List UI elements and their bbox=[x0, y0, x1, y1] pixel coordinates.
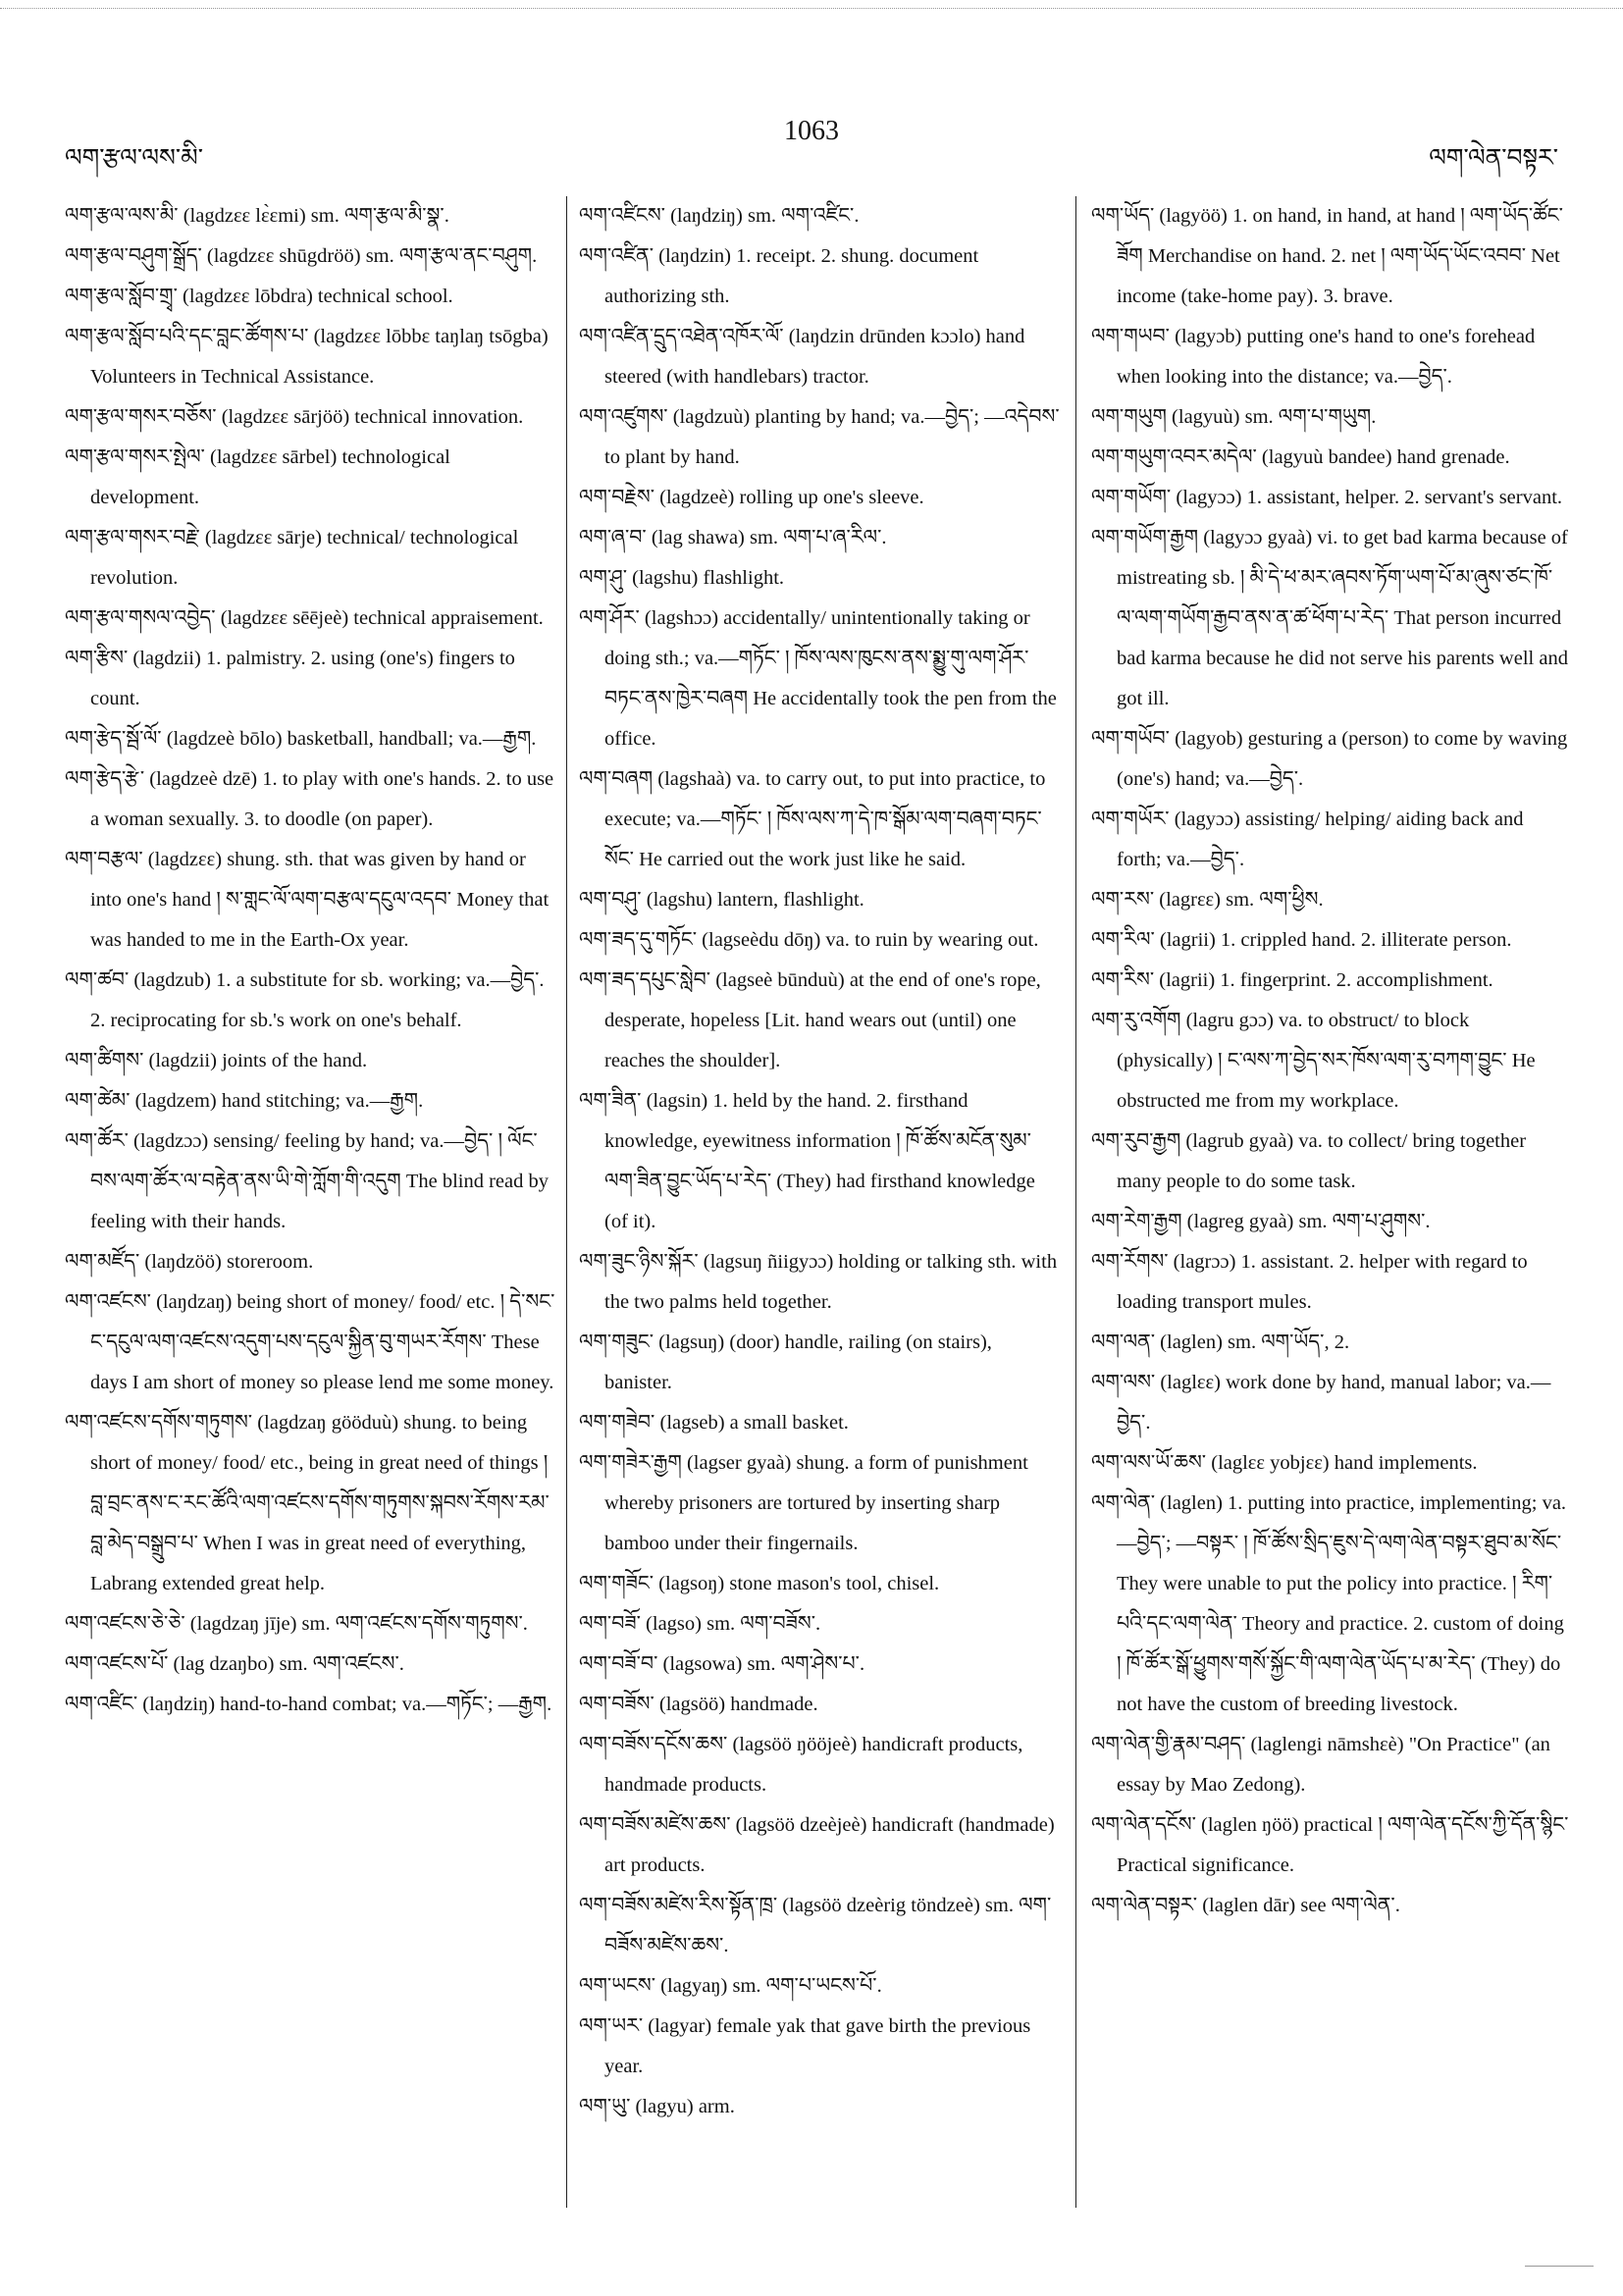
dictionary-entry: ལག་གཡོབ་ (lagyob) gesturing a (person) to come by waving (one's) hand; va.—བྱེད་. bbox=[1091, 728, 1568, 790]
page-header bbox=[0, 110, 1623, 172]
dictionary-entry: ལག་རྩལ་སློབ་གྲྭ་ (lagdzɛɛ lōbdra) technical school. bbox=[65, 286, 453, 307]
dictionary-entry: ལག་གཟོང་ (lagsoŋ) stone mason's tool, chisel. bbox=[579, 1573, 940, 1594]
dictionary-entry: ལག་རས་ (lagrɛɛ) sm. ལག་ཕྱིས. bbox=[1091, 889, 1324, 911]
dictionary-entry: ལག་འཛངས་ཅེ་ཅེ་ (lagdzaŋ jīje) sm. ལག་འཛངས་དགོས་གཏུགས་. bbox=[65, 1613, 528, 1635]
dictionary-entry: ལག་བཞག (lagshaà) va. to carry out, to put into practice, to execute; va.—གཏོང་ ། ཁོས་ལས་ཀ་དེ་ཁ་སྒོམ་ལག་བཞག་བཏང་སོང་ He carried out the work just like he said. bbox=[579, 768, 1046, 870]
dictionary-entry: ལག་རྩེད་སྦོ་ལོ་ (lagdzeè bōlo) basketball, handball; va.—རྒྱག. bbox=[65, 728, 537, 750]
dictionary-entry: ལག་རྩལ་བཤུག་སྒྲོད་ (lagdzɛɛ shūgdröö) sm. ལག་རྩལ་ནང་བཤུག. bbox=[65, 245, 538, 267]
dictionary-entry: ལག་རོགས་ (lagrɔɔ) 1. assistant. 2. helper with regard to loading transport mules. bbox=[1091, 1251, 1528, 1313]
dictionary-entry: ལག་འཛངས་དགོས་གཏུགས་ (lagdzaŋ gööduù) shung. to being short of money/ food/ etc., being in great need of things ། བླ་བྲང་ནས་ང་རང་ཚོའི་ལག་འཛངས་དགོས་གཏུགས་སྐབས་རོགས་རམ་བླ་མེད་བསྒྲུབ་པ་ When I was in great need of everything, Labrang extended great help. bbox=[65, 1412, 550, 1594]
guide-word-left: ལག་རྩལ་ལས་མི་ bbox=[65, 145, 203, 172]
dictionary-entry: ལག་འཛངས་ (laŋdzaŋ) being short of money/ food/ etc. ། དེ་སང་ང་དངུལ་ལག་འཛངས་འདུག་པས་དངུལ་སྐྱིན་བུ་གཡར་རོགས་ These days I am short of money so please lend me some money. bbox=[65, 1291, 555, 1393]
dictionary-entry: ལག་གཟེར་རྒྱག (lagser gyaà) shung. a form of punishment whereby prisoners are tortured by inserting sharp bamboo under their fingernails. bbox=[579, 1452, 1028, 1554]
guide-word-right: ལག་ལེན་བསྟར་ bbox=[1429, 145, 1558, 172]
dictionary-entry: ལག་ཚོར་ (lagdzɔɔ) sensing/ feeling by hand; va.—བྱེད་ ། ལོང་བས་ལག་ཚོར་ལ་བརྟེན་ནས་ཡི་གེ་ཀློག་གི་འདུག The blind read by feeling with their hands. bbox=[65, 1130, 549, 1232]
dictionary-entry: ལག་གཡོག་རྒྱག (lagyɔɔ gyaà) vi. to get bad karma because of mistreating sb. ། མི་དེ་ཕ་མར་ཞབས་ཏོག་ཡག་པོ་མ་ཞུས་ཙང་ཁོ་ལ་ལག་གཡོག་རྒྱབ་ནས་ན་ཚ་ཕོག་པ་རེད་ That person incurred bad karma because he did not serve his parents well and got ill. bbox=[1091, 527, 1568, 709]
dictionary-entry: ལག་ལེན་བསྟར་ (laglen dār) see ལག་ལེན་. bbox=[1091, 1895, 1400, 1916]
dictionary-entry: ལག་ཚིགས་ (lagdzii) joints of the hand. bbox=[65, 1050, 368, 1071]
dictionary-entry: ལག་རྩེད་རྩེ་ (lagdzeè dzē) 1. to play with one's hands. 2. to use a woman sexually. 3. to doodle (on paper). bbox=[65, 768, 554, 830]
dictionary-entry: ལག་རུབ་རྒྱག (lagrub gyaà) va. to collect/ bring together many people to do some task. bbox=[1091, 1130, 1527, 1192]
dictionary-entry: ལག་ཡུ་ (lagyu) arm. bbox=[579, 2096, 735, 2117]
dictionary-entry: ལག་རྩལ་གསར་བཅོས་ (lagdzɛɛ sārjöö) technical innovation. bbox=[65, 406, 524, 428]
dictionary-entry: ལག་གཡུག་འབར་མདེལ་ (lagyuù bandee) hand grenade. bbox=[1091, 446, 1510, 468]
dictionary-entry: ལག་བཟོས་ (lagsöö) handmade. bbox=[579, 1694, 818, 1715]
dictionary-entry: ལག་ལེན་དངོས་ (laglen ŋöö) practical ། ལག་ལེན་དངོས་ཀྱི་དོན་སྙིང་ Practical significance. bbox=[1091, 1814, 1569, 1876]
dictionary-entry: ལག་ཞ་བ་ (lag shawa) sm. ལག་པ་ཞ་རིལ་. bbox=[579, 527, 887, 548]
dictionary-entry: ལག་བཟོ་བ་ (lagsowa) sm. ལག་ཤེས་པ་. bbox=[579, 1653, 865, 1675]
dictionary-column-1 bbox=[65, 196, 555, 1725]
dictionary-entry: ལག་ལན་ (laglen) sm. ལག་ཡོད་, 2. bbox=[1091, 1331, 1350, 1353]
dictionary-entry: ལག་མཛོད་ (laŋdzöö) storeroom. bbox=[65, 1251, 314, 1273]
dictionary-entry: ལག་བརྗེས་ (lagdzeè) rolling up one's sleeve. bbox=[579, 487, 924, 508]
dictionary-entry: ལག་ཤུ་ (lagshu) flashlight. bbox=[579, 567, 785, 589]
dictionary-entry: ལག་ཟིན་ (lagsin) 1. held by the hand. 2. firsthand knowledge, eyewitness information ། ཁོ་ཚོས་མངོན་སུམ་ལག་ཟིན་བྱུང་ཡོད་པ་རེད་ (They) had firsthand knowledge (of it). bbox=[579, 1090, 1035, 1232]
page-number: 1063 bbox=[784, 116, 839, 146]
dictionary-entry: ལག་འཛིན་དྲུད་འཐེན་འཁོར་ལོ་ (laŋdzin drūnden kɔɔlo) hand steered (with handlebars) tractor. bbox=[579, 326, 1025, 388]
dictionary-entry: ལག་ལས་ཡོ་ཆས་ (laglɛɛ yobjɛɛ) hand implements. bbox=[1091, 1452, 1478, 1474]
dictionary-entry: ལག་ཟུང་ཉིས་སྐོར་ (lagsuŋ ñiigyɔɔ) holding or talking sth. with the two palms held together. bbox=[579, 1251, 1058, 1313]
dictionary-entry: ལག་རྩལ་གསར་སྤེལ་ (lagdzɛɛ sārbel) technological development. bbox=[65, 446, 450, 508]
dictionary-entry: ལག་ལས་ (laglɛɛ) work done by hand, manual labor; va.—བྱེད་. bbox=[1091, 1372, 1551, 1434]
dictionary-entry: ལག་ཟད་དཔུང་སླེབ་ (lagseè būnduù) at the end of one's rope, desperate, hopeless [Lit. hand wears out (until) one reaches the shoulder]. bbox=[579, 969, 1041, 1071]
dictionary-entry: ལག་གཡུག (lagyuù) sm. ལག་པ་གཡུག. bbox=[1091, 406, 1377, 428]
dictionary-column-2 bbox=[579, 196, 1060, 2127]
column-divider bbox=[566, 196, 567, 2208]
dictionary-entry: ལག་རྩལ་སློབ་པའི་དང་བླང་ཚོགས་པ་ (lagdzɛɛ lōbbɛ taŋlaŋ tsōgba) Volunteers in Technical Assistance. bbox=[65, 326, 549, 388]
dictionary-entry: ལག་འཛིན་ (laŋdzin) 1. receipt. 2. shung. document authorizing sth. bbox=[579, 245, 979, 307]
dictionary-entry: ལག་རིལ་ (lagrii) 1. crippled hand. 2. illiterate person. bbox=[1091, 929, 1512, 951]
dictionary-entry: ལག་ཤོར་ (lagshɔɔ) accidentally/ unintentionally taking or doing sth.; va.—གཏོང་ ། ཁོས་ལས་ཁུངས་ནས་སྨྱུ་གུ་ལག་ཤོར་བཏང་ནས་ཁྱེར་བཞག He accidentally took the pen from the office. bbox=[579, 607, 1057, 750]
dictionary-entry: ལག་བཟོས་མཛེས་རིས་སྟོན་ཁྲ་ (lagsöö dzeèrig töndzeè) sm. ལག་བཟོས་མཛེས་ཆས་. bbox=[579, 1895, 1052, 1957]
dictionary-entry: ལག་བཟོ་ (lagso) sm. ལག་བཟོས་. bbox=[579, 1613, 821, 1635]
dictionary-entry: ལག་གཡོར་ (lagyɔɔ) assisting/ helping/ aiding back and forth; va.—བྱེད་. bbox=[1091, 809, 1524, 870]
dictionary-entry: ལག་བཟོས་དངོས་ཆས་ (lagsöö ŋööjeè) handicraft products, handmade products. bbox=[579, 1734, 1023, 1796]
dictionary-column-3 bbox=[1091, 196, 1570, 1926]
dictionary-entry: ལག་བཤུ་ (lagshu) lantern, flashlight. bbox=[579, 889, 864, 911]
dictionary-entry: ལག་ལེན་ (laglen) 1. putting into practice, implementing; va.—བྱེད་; —བསྟར་ ། ཁོ་ཚོས་སྲིད་ཇུས་དེ་ལག་ལེན་བསྟར་ཐུབ་མ་སོང་ They were unable to put the policy into practice. ། རིག་པའི་དང་ལག་ལེན་ Theory and practice. 2. custom of doing ། ཁོ་ཚོར་སྒོ་ཕྱུགས་གསོ་སྐྱོང་གི་ལག་ལེན་ཡོད་པ་མ་རེད་ (They) do not have the custom of breeding livestock. bbox=[1091, 1492, 1567, 1715]
dictionary-entry: ལག་ཚབ་ (lagdzub) 1. a substitute for sb. working; va.—བྱེད་. 2. reciprocating for sb.'s work on one's behalf. bbox=[65, 969, 545, 1031]
dictionary-entry: ལག་རུ་འགོག (lagru gɔɔ) va. to obstruct/ to block (physically) ། ང་ལས་ཀ་བྱེད་སར་ཁོས་ལག་རུ་བཀག་བྱུང་ He obstructed me from my workplace. bbox=[1091, 1010, 1536, 1112]
dictionary-entry: ལག་རྩིས་ (lagdzii) 1. palmistry. 2. using (one's) fingers to count. bbox=[65, 648, 515, 709]
dictionary-entry: ལག་གཡོག་ (lagyɔɔ) 1. assistant, helper. 2. servant's servant. bbox=[1091, 487, 1563, 508]
dictionary-entry: ལག་རྩལ་ལས་མི་ (lagdzɛɛ lɛ̀ɛmi) sm. ལག་རྩལ་མི་སྣ་. bbox=[65, 205, 449, 227]
dictionary-entry: ལག་ཡོད་ (lagyöö) 1. on hand, in hand, at hand ། ལག་ཡོད་ཚོང་ཟོག Merchandise on hand. 2. net ། ལག་ཡོད་ཡོང་འབབ་ Net income (take-home pay). 3. brave. bbox=[1091, 205, 1563, 307]
dictionary-entry: ལག་ལེན་གྱི་རྣམ་བཤད་ (laglengi nāmshɛè) "On Practice" (an essay by Mao Zedong). bbox=[1091, 1734, 1550, 1796]
dictionary-entry: ལག་འཛིང་ (laŋdziŋ) hand-to-hand combat; va.—གཏོང་; —རྒྱག. bbox=[65, 1694, 552, 1715]
dictionary-entry: ལག་ཡངས་ (lagyaŋ) sm. ལག་པ་ཡངས་པོ་. bbox=[579, 1975, 882, 1997]
dictionary-entry: ལག་རྩལ་གསར་བརྗེ་ (lagdzɛɛ sārje) technical/ technological revolution. bbox=[65, 527, 519, 589]
dictionary-entry: ལག་རྩལ་གསལ་འབྱེད་ (lagdzɛɛ sēējeè) technical appraisement. bbox=[65, 607, 544, 629]
dictionary-entry: ལག་བརྩལ་ (lagdzɛɛ) shung. sth. that was given by hand or into one's hand ། ས་གླང་ལོ་ལག་བརྩལ་དངུལ་འདབ་ Money that was handed to me in the Earth-Ox year. bbox=[65, 849, 550, 951]
top-scan-rule bbox=[0, 8, 1623, 9]
dictionary-entry: ལག་རིས་ (lagrii) 1. fingerprint. 2. accomplishment. bbox=[1091, 969, 1493, 991]
dictionary-entry: ལག་འཛུགས་ (lagdzuù) planting by hand; va.—བྱེད་; —འདེབས་ to plant by hand. bbox=[579, 406, 1060, 468]
dictionary-entry: ལག་ཚེམ་ (lagdzem) hand stitching; va.—རྒྱག. bbox=[65, 1090, 424, 1112]
dictionary-entry: ལག་གཟུང་ (lagsuŋ) (door) handle, railing (on stairs), banister. bbox=[579, 1331, 992, 1393]
dictionary-entry: ལག་རེག་རྒྱག (lagreg gyaà) sm. ལག་པ་ཤུགས་. bbox=[1091, 1211, 1431, 1232]
dictionary-entry: ལག་ཡར་ (lagyar) female yak that gave birth the previous year. bbox=[579, 2015, 1031, 2077]
column-divider bbox=[1075, 196, 1076, 2208]
bottom-scan-rule bbox=[1525, 2266, 1594, 2267]
dictionary-entry: ལག་འཛིངས་ (laŋdziŋ) sm. ལག་འཛིང་. bbox=[579, 205, 860, 227]
dictionary-entry: ལག་ཟད་དུ་གཏོང་ (lagseèdu dōŋ) va. to ruin by wearing out. bbox=[579, 929, 1039, 951]
dictionary-entry: ལག་འཛངས་པོ་ (lag dzaŋbo) sm. ལག་འཛངས་. bbox=[65, 1653, 404, 1675]
dictionary-entry: ལག་གཡབ་ (lagyɔb) putting one's hand to one's forehead when looking into the distance; va.—བྱེད་. bbox=[1091, 326, 1536, 388]
dictionary-entry: ལག་བཟོས་མཛེས་ཆས་ (lagsöö dzeèjeè) handicraft (handmade) art products. bbox=[579, 1814, 1055, 1876]
dictionary-entry: ལག་གཟེབ་ (lagseb) a small basket. bbox=[579, 1412, 849, 1434]
